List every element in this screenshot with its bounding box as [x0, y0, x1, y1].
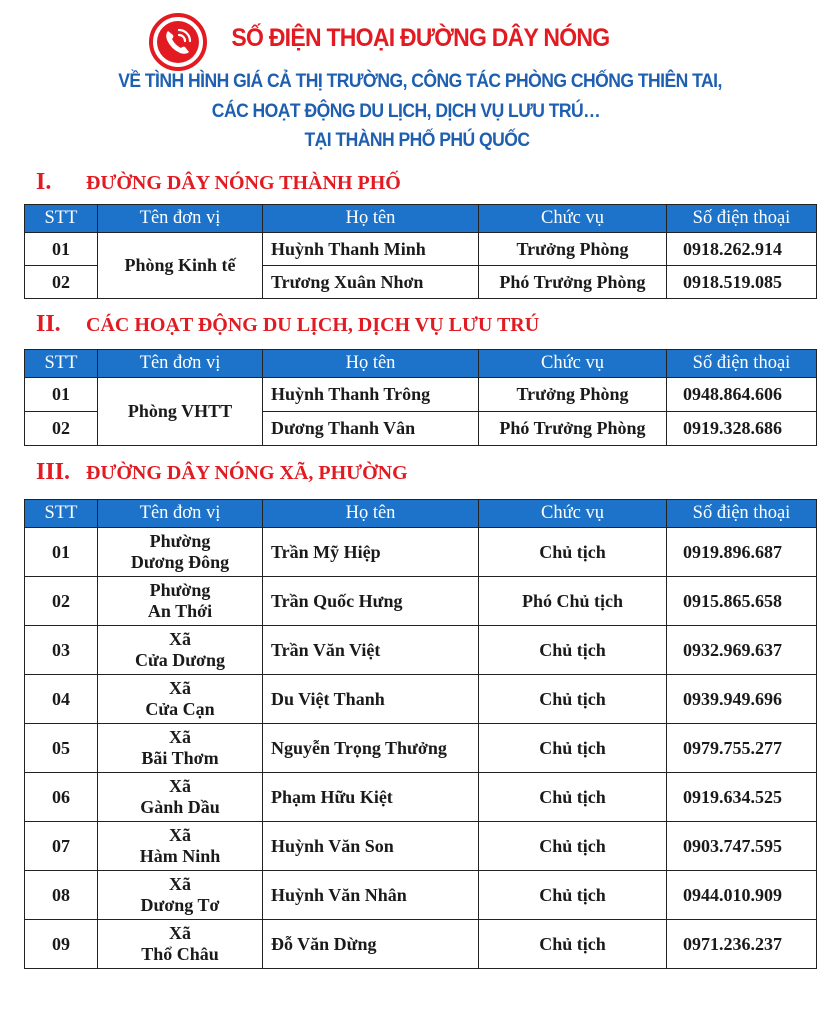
column-header: STT	[25, 500, 98, 528]
column-header: Số điện thoại	[667, 350, 817, 378]
unit-place: An Thới	[147, 601, 213, 621]
phone-cell[interactable]: 0948.864.606	[667, 378, 817, 412]
table-row	[25, 822, 817, 871]
unit-place: Cửa Cạn	[145, 699, 215, 719]
unit-place: Thổ Châu	[141, 944, 219, 964]
table-row	[25, 675, 817, 724]
name-cell: Dương Thanh Vân	[263, 412, 479, 446]
unit-type: Xã	[169, 923, 191, 943]
position-cell: Trưởng Phòng	[479, 378, 667, 412]
name-cell: Đỗ Văn Dừng	[263, 920, 479, 969]
phone-cell[interactable]: 0919.328.686	[667, 412, 817, 446]
column-header: Họ tên	[263, 500, 479, 528]
subtitle-line-1: VỀ TÌNH HÌNH GIÁ CẢ THỊ TRƯỜNG, CÔNG TÁC PHÒNG CHỐNG THIÊN TAI,	[118, 70, 722, 92]
stt-cell: 05	[25, 724, 98, 773]
table-row	[25, 773, 817, 822]
stt-cell: 08	[25, 871, 98, 920]
phone-cell[interactable]: 0903.747.595	[667, 822, 817, 871]
tourism-hotline-table	[24, 349, 817, 446]
stt-cell: 01	[25, 233, 98, 266]
name-cell: Trương Xuân Nhơn	[263, 266, 479, 299]
column-header: Tên đơn vị	[98, 205, 263, 233]
page-title: SỐ ĐIỆN THOẠI ĐƯỜNG DÂY NÓNG	[231, 24, 610, 52]
phone-cell[interactable]: 0918.519.085	[667, 266, 817, 299]
unit-cell	[98, 626, 263, 675]
section-number: III.	[36, 459, 71, 485]
phone-cell[interactable]: 0979.755.277	[667, 724, 817, 773]
table-row	[25, 528, 817, 577]
unit-type: Xã	[169, 874, 191, 894]
name-cell: Huỳnh Thanh Trông	[263, 378, 479, 412]
section-number: I.	[36, 169, 52, 195]
subtitle-line-3: TẠI THÀNH PHỐ PHÚ QUỐC	[304, 129, 530, 151]
section-title: ĐƯỜNG DÂY NÓNG XÃ, PHƯỜNG	[86, 462, 408, 484]
unit-type: Xã	[169, 825, 191, 845]
unit-cell: Phòng VHTT	[98, 378, 263, 446]
unit-cell	[98, 577, 263, 626]
unit-type: Xã	[169, 629, 191, 649]
position-cell: Trưởng Phòng	[479, 233, 667, 266]
unit-type: Phường	[149, 580, 211, 600]
name-cell: Trần Mỹ Hiệp	[263, 528, 479, 577]
unit-place: Dương Tơ	[140, 895, 220, 915]
table-row	[25, 871, 817, 920]
name-cell: Huỳnh Văn Son	[263, 822, 479, 871]
name-cell: Huỳnh Văn Nhân	[263, 871, 479, 920]
section-heading-3	[36, 459, 408, 486]
unit-type: Xã	[169, 678, 191, 698]
name-cell: Trần Văn Việt	[263, 626, 479, 675]
position-cell: Chủ tịch	[479, 675, 667, 724]
unit-cell	[98, 724, 263, 773]
name-cell: Du Việt Thanh	[263, 675, 479, 724]
name-cell: Trần Quốc Hưng	[263, 577, 479, 626]
column-header: Số điện thoại	[667, 205, 817, 233]
column-header: Họ tên	[263, 350, 479, 378]
stt-cell: 02	[25, 577, 98, 626]
column-header: Họ tên	[263, 205, 479, 233]
unit-cell	[98, 528, 263, 577]
unit-cell	[98, 871, 263, 920]
column-header: STT	[25, 350, 98, 378]
phone-in-circle-icon	[148, 12, 208, 72]
name-cell: Nguyễn Trọng Thưởng	[263, 724, 479, 773]
table-header-row	[25, 500, 817, 528]
table-header-row	[25, 350, 817, 378]
unit-place: Hàm Ninh	[139, 846, 221, 866]
unit-cell	[98, 773, 263, 822]
stt-cell: 09	[25, 920, 98, 969]
commune-hotline-table	[24, 499, 817, 969]
phone-cell[interactable]: 0919.896.687	[667, 528, 817, 577]
section-title: CÁC HOẠT ĐỘNG DU LỊCH, DỊCH VỤ LƯU TRÚ	[86, 314, 540, 336]
unit-type: Xã	[169, 727, 191, 747]
subtitle-line-2: CÁC HOẠT ĐỘNG DU LỊCH, DỊCH VỤ LƯU TRÚ…	[211, 100, 601, 122]
position-cell: Chủ tịch	[479, 920, 667, 969]
column-header: Chức vụ	[479, 500, 667, 528]
column-header: Chức vụ	[479, 205, 667, 233]
unit-place: Dương Đông	[130, 552, 230, 572]
phone-cell[interactable]: 0918.262.914	[667, 233, 817, 266]
table-row	[25, 378, 817, 412]
section-heading-2	[36, 311, 539, 338]
position-cell: Chủ tịch	[479, 528, 667, 577]
phone-cell[interactable]: 0944.010.909	[667, 871, 817, 920]
table-row	[25, 724, 817, 773]
stt-cell: 02	[25, 266, 98, 299]
phone-cell[interactable]: 0939.949.696	[667, 675, 817, 724]
column-header: Tên đơn vị	[98, 350, 263, 378]
section-heading-1	[36, 169, 401, 196]
stt-cell: 07	[25, 822, 98, 871]
stt-cell: 04	[25, 675, 98, 724]
stt-cell: 01	[25, 528, 98, 577]
phone-cell[interactable]: 0971.236.237	[667, 920, 817, 969]
column-header: Số điện thoại	[667, 500, 817, 528]
table-row	[25, 626, 817, 675]
name-cell: Phạm Hữu Kiệt	[263, 773, 479, 822]
table-row	[25, 577, 817, 626]
position-cell: Phó Trưởng Phòng	[479, 412, 667, 446]
unit-cell	[98, 675, 263, 724]
section-title: ĐƯỜNG DÂY NÓNG THÀNH PHỐ	[86, 172, 401, 194]
stt-cell: 02	[25, 412, 98, 446]
position-cell: Chủ tịch	[479, 871, 667, 920]
phone-cell[interactable]: 0919.634.525	[667, 773, 817, 822]
table-row	[25, 920, 817, 969]
name-cell: Huỳnh Thanh Minh	[263, 233, 479, 266]
stt-cell: 06	[25, 773, 98, 822]
column-header: STT	[25, 205, 98, 233]
section-number: II.	[36, 311, 61, 337]
unit-place: Gành Dầu	[140, 797, 220, 817]
stt-cell: 01	[25, 378, 98, 412]
unit-place: Bãi Thơm	[141, 748, 219, 768]
position-cell: Chủ tịch	[479, 724, 667, 773]
table-header-row	[25, 205, 817, 233]
table-row	[25, 233, 817, 266]
position-cell: Phó Trưởng Phòng	[479, 266, 667, 299]
unit-place: Cửa Dương	[134, 650, 226, 670]
column-header: Chức vụ	[479, 350, 667, 378]
phone-cell[interactable]: 0932.969.637	[667, 626, 817, 675]
unit-cell	[98, 822, 263, 871]
position-cell: Phó Chủ tịch	[479, 577, 667, 626]
column-header: Tên đơn vị	[98, 500, 263, 528]
phone-cell[interactable]: 0915.865.658	[667, 577, 817, 626]
city-hotline-table	[24, 204, 817, 299]
position-cell: Chủ tịch	[479, 822, 667, 871]
unit-cell	[98, 920, 263, 969]
position-cell: Chủ tịch	[479, 626, 667, 675]
position-cell: Chủ tịch	[479, 773, 667, 822]
stt-cell: 03	[25, 626, 98, 675]
unit-type: Phường	[149, 531, 211, 551]
unit-type: Xã	[169, 776, 191, 796]
unit-cell: Phòng Kinh tế	[98, 233, 263, 299]
